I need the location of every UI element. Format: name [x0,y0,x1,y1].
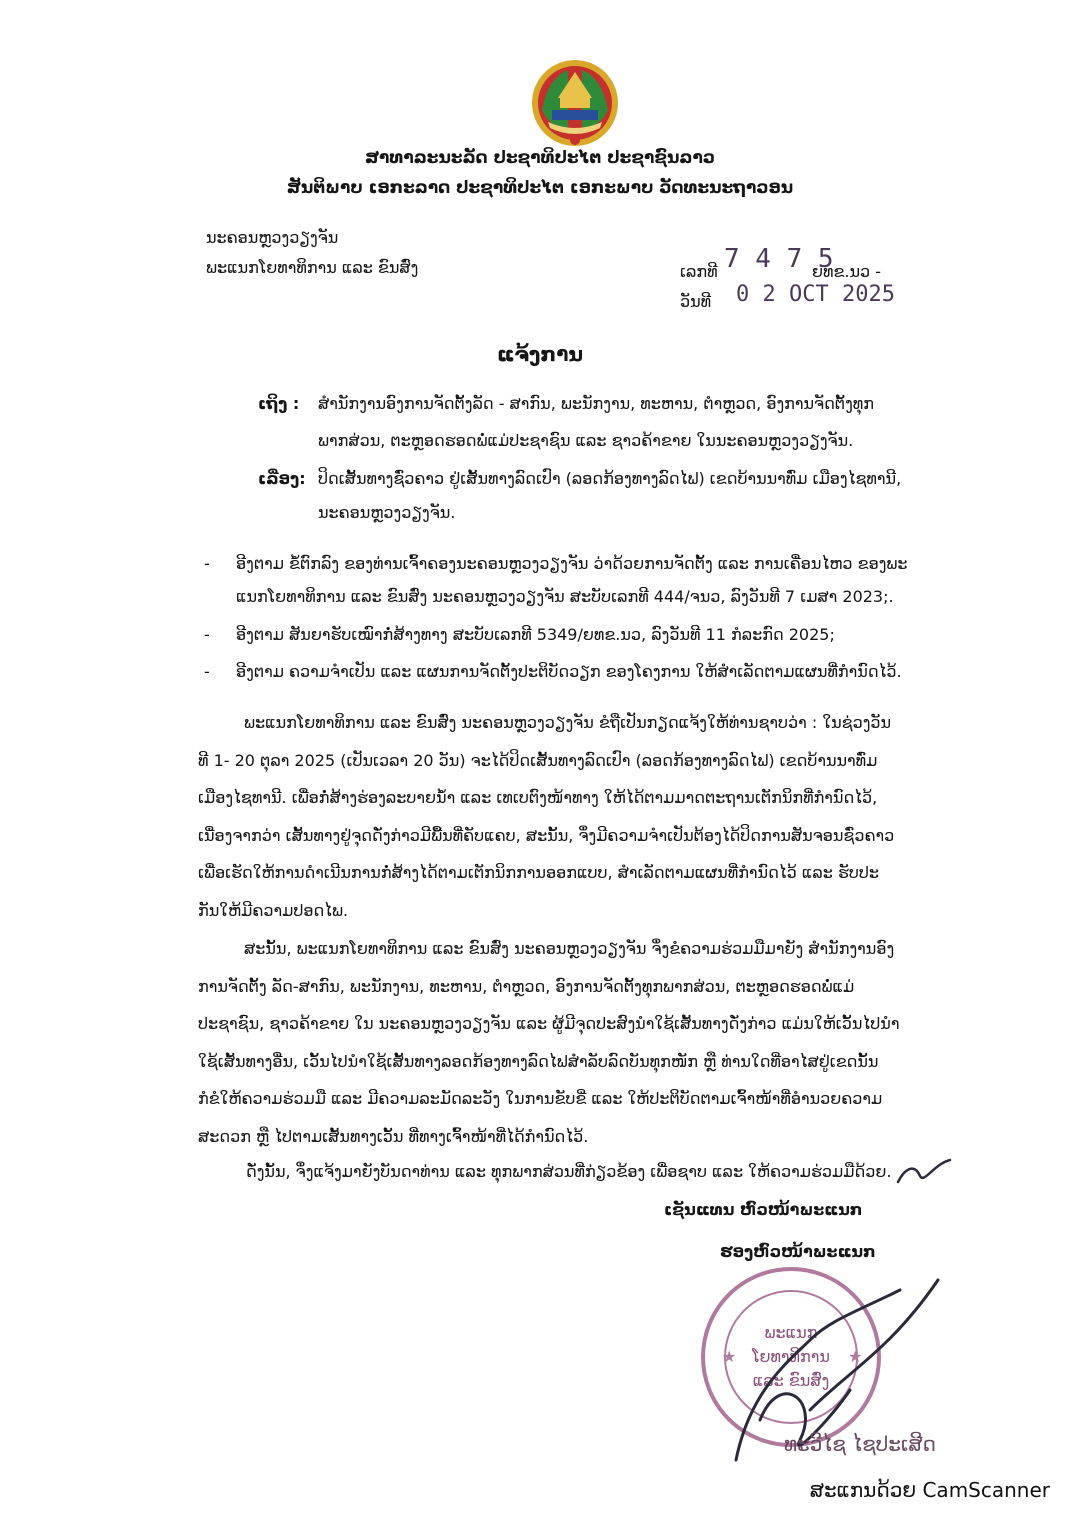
paragraph-announcement [198,704,938,929]
closing-line: ດັ່ງນັ້ນ, ຈຶ່ງແຈ້ງມາຍັງບັນດາທ່ານ ແລະ ທຸກພາກສ່ວນທີ່ກ່ຽວຂ້ອງ ເພື່ອຊາບ ແລະ ໃຫ້ຄວາມຮ່ວມມືດ້ວຍ. [246,1162,892,1181]
paragraph-line: ທີ 1- 20 ຕຸລາ 2025 (ເປັນເວລາ 20 ວັນ) ຈະໄດ້ປິດເສັ້ນທາງລົດເປົາ (ລອດກ້ອງທາງລົດໄຟ) ເຂດບ້ານນາທົ່ມ [198,750,878,770]
svg-text:★: ★ [722,1347,737,1366]
to-line-2: ພາກສ່ວນ, ຕະຫຼອດຮອດພໍ່ແມ່ປະຊາຊົນ ແລະ ຊາວຄ້າຂາຍ ໃນນະຄອນຫຼວງວຽງຈັນ. [318,431,854,450]
number-label: ເລກທີ [680,262,718,281]
date-label: ວັນທີ [680,292,712,311]
paragraph-line: ກັນໃຫ້ມີຄວາມປອດໄພ. [198,900,349,920]
subject-line-2: ນະຄອນຫຼວງວຽງຈັນ. [318,503,456,522]
svg-text:ໂຍທາທິການ: ໂຍທາທິການ [752,1347,830,1366]
svg-text:ພະແນກ: ພະແນກ [764,1323,818,1342]
national-motto: ສັນຕິພາບ ເອກະລາດ ປະຊາທິປະໄຕ ເອກະພາບ ວັດທະນະຖາວອນ [286,178,794,198]
on-behalf-label: ເຊັນແທນ ຫົວໜ້າພະແນກ [664,1200,863,1219]
paragraph-line: ປະຊາຊົນ, ຊາວຄ້າຂາຍ ໃນ ນະຄອນຫຼວງວຽງຈັນ ແລະ ຜູ້ມີຈຸດປະສົງນຳໃຊ້ເສັ້ນທາງດັ່ງກ່າວ ແມ່ນໃຫ້ເວັ້ນໄປນຳ [198,1014,900,1033]
subject-line-1: ປິດເສັ້ນທາງຊົ່ວຄາວ ຢູ່ເສັ້ນທາງລົດເປົາ (ລອດກ້ອງທາງລົດໄຟ) ເຂດບ້ານນາທົ່ມ ເມືອງໄຊທານີ, [318,469,902,488]
reference-2-line-1: ອີງຕາມ ສັນຍາຮັບເໝົາກໍ່ສ້າງທາງ ສະບັບເລກທີ 5349/ຍທຂ.ນວ, ລົງວັນທີ 11 ກໍລະກົດ 2025; [236,625,835,644]
paragraph-request [198,930,938,1155]
paragraph-line: ກໍຂໍໃຫ້ຄວາມຮ່ວມມື ແລະ ມີຄວາມລະມັດລະວັງ ໃນການຂັບຂີ່ ແລະ ໃຫ້ປະຕິບັດຕາມເຈົ້າໜ້າທີ່ອຳນວຍຄວາມ [198,1089,883,1108]
paragraph-line: ສະນັ້ນ, ພະແນກໂຍທາທິການ ແລະ ຂົນສົ່ງ ນະຄອນຫຼວງວຽງຈັນ ຈຶ່ງຂໍຄວາມຮ່ວມມືມາຍັງ ສຳນັກງານອົງ [244,939,895,958]
country-name: ສາທາລະນະລັດ ປະຊາທິປະໄຕ ປະຊາຊົນລາວ [365,148,715,168]
paragraph-line: ການຈັດຕັ້ງ ລັດ-ສາກົນ, ພະນັກງານ, ທະຫານ, ຕຳຫຼວດ, ອົງການຈັດຕັ້ງທຸກພາກສ່ວນ, ຕະຫຼອດຮອດພໍ່ແມ່ [198,976,855,996]
reference-dash: - [204,554,210,573]
signatory-role: ຮອງຫົວໜ້າພະແນກ [720,1242,876,1261]
svg-text:ແລະ ຂົນສົ່ງ: ແລະ ຂົນສົ່ງ [752,1371,830,1390]
paragraph-line: ສະດວກ ຫຼື ໄປຕາມເສັ້ນທາງເວັ້ນ ທີ່ທາງເຈົ້າໜ້າທີ່ໄດ້ກຳນົດໄວ້. [198,1126,589,1146]
paragraph-line: ເພື່ອເຮັດໃຫ້ການດຳເນີນການກໍ່ສ້າງໄດ້ຕາມເຕັກນິກການອອກແບບ, ສຳເລັດຕາມແຜນທີ່ກຳນົດໄວ້ ແລະ ຮັບປະ [198,863,880,882]
reference-3-line-1: ອີງຕາມ ຄວາມຈຳເປັນ ແລະ ແຜນການຈັດຕັ້ງປະຕິບັດວຽກ ຂອງໂຄງການ ໃຫ້ສຳເລັດຕາມແຜນທີ່ກຳນົດໄວ້. [236,662,902,681]
initial-mark-icon [894,1152,954,1192]
paragraph-line: ໃຊ້ເສັ້ນທາງອື່ນ, ເວັ້ນໄປນຳໃຊ້ເສັ້ນທາງລອດກ້ອງທາງລົດໄຟສຳລັບລົດບັນທຸກໜັກ ຫຼື ທ່ານໃດທີ່ອາໄສຢູ່ເຂດນັ້ນ [198,1051,879,1071]
reference-1-line-1: ອີງຕາມ ຂໍ້ຕົກລົງ ຂອງທ່ານເຈົ້າຄອງນະຄອນຫຼວງວຽງຈັນ ວ່າດ້ວຍການຈັດຕັ້ງ ແລະ ການເຄື່ອນໄຫວ ຂອງພະ [236,554,908,573]
lao-national-emblem-icon [528,58,622,148]
subject-label: ເລື່ອງ: [258,469,306,488]
number-suffix: ຍທຂ.ນວ - [812,262,882,281]
svg-text:★: ★ [848,1347,863,1366]
reference-dash: - [204,625,210,644]
page-title: ແຈ້ງການ [496,342,584,366]
reference-dash: - [204,662,210,681]
reference-1-line-2: ແນກໂຍທາທິການ ແລະ ຂົນສົ່ງ ນະຄອນຫຼວງວຽງຈັນ ສະບັບເລກທີ 444/ຈນວ, ລົງວັນທີ 7 ເມສາ 2023;. [236,587,894,606]
date-stamp: 0 2 OCT 2025 [736,282,895,307]
issuer-department: ພະແນກໂຍທາທິການ ແລະ ຂົນສົ່ງ [206,258,419,277]
document-number: 7 4 7 5 [724,244,834,274]
to-line-1: ສຳນັກງານອົງການຈັດຕັ້ງລັດ - ສາກົນ, ພະນັກງານ, ທະຫານ, ຕຳຫຼວດ, ອົງການຈັດຕັ້ງທຸກ [318,394,874,413]
to-label: ເຖິງ : [258,394,300,413]
paragraph-line: ເນື່ອງຈາກວ່າ ເສັ້ນທາງຢູ່ຈຸດດັ່ງກ່າວມີພື້ນທີ່ຄັບແຄບ, ສະນັ້ນ, ຈຶ່ງມີຄວາມຈຳເປັນຕ້ອງໄດ້ປິດການສັນຈອນຊົ່ວຄາວ [198,825,895,845]
scanner-watermark: ສະແກນດ້ວຍ CamScanner [809,1478,1050,1502]
issuer-city: ນະຄອນຫຼວງວຽງຈັນ [206,228,339,247]
signatory-name: ທະວີໄຊ ໄຊປະເສີດ [784,1432,936,1456]
paragraph-line: ພະແນກໂຍທາທິການ ແລະ ຂົນສົ່ງ ນະຄອນຫຼວງວຽງຈັນ ຂໍຖືເປັນກຽດແຈ້ງໃຫ້ທ່ານຊາບວ່າ : ໃນຊ່ວງວັນ [244,713,892,732]
paragraph-line: ເມືອງໄຊທານີ. ເພື່ອກໍ່ສ້າງຮ່ອງລະບາຍນ້ຳ ແລະ ເທເບຕົງໜ້າທາງ ໃຫ້ໄດ້ຕາມມາດຕະຖານເຕັກນິກທີ່ກຳນົດໄວ້, [198,788,878,807]
